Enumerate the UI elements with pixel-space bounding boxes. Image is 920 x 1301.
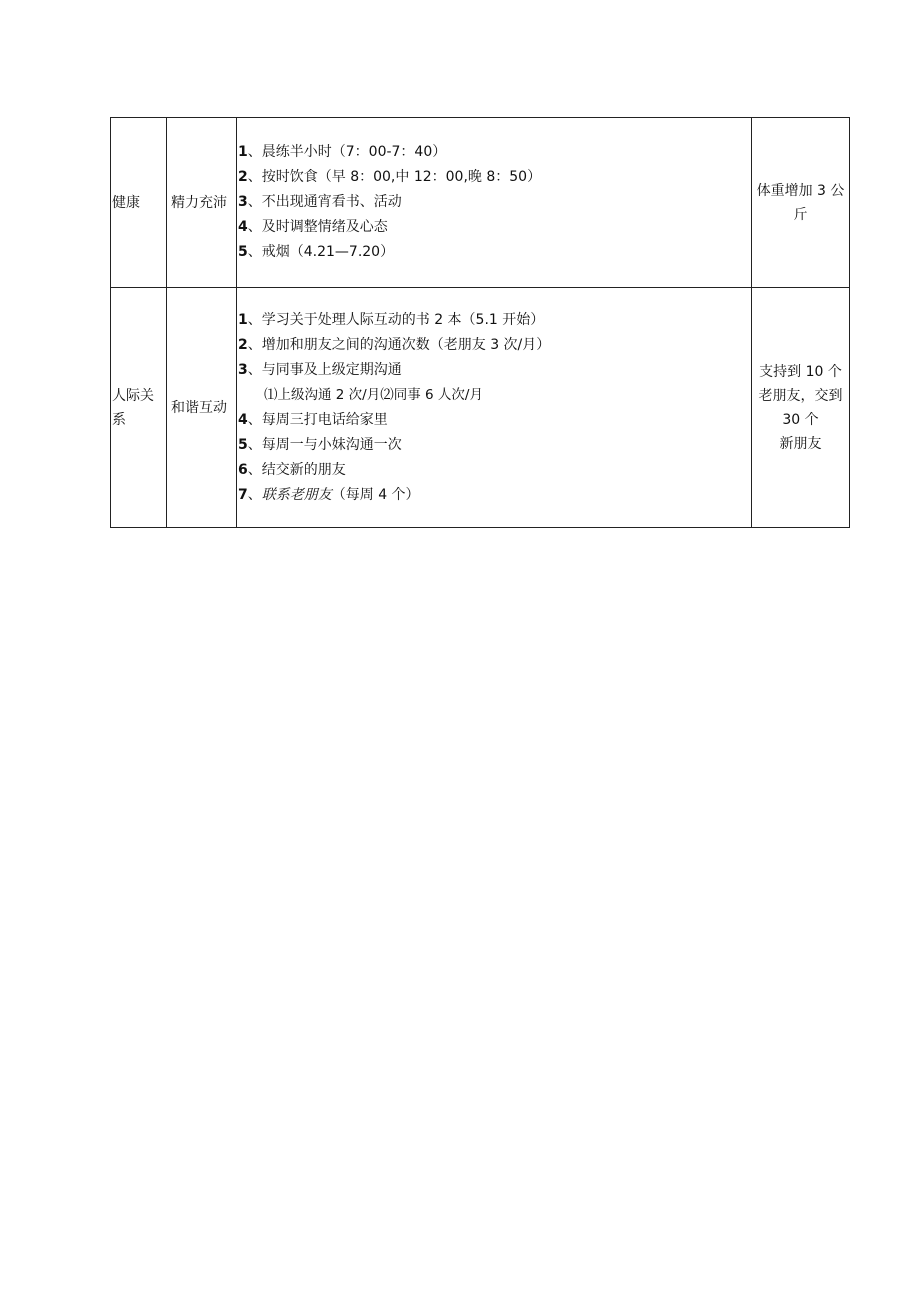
- area-cell-relations: 人际关系: [111, 288, 167, 528]
- result-line: 体重增加 3 公: [756, 182, 845, 199]
- task-item: 7、联系老朋友（每周 4 个）: [238, 486, 420, 503]
- table-row-health: [111, 118, 850, 288]
- result-line: 老朋友，交到: [758, 387, 843, 404]
- task-subitem: ⑴上级沟通 2 次/月⑵同事 6 人次/月: [264, 386, 483, 403]
- table-row-relations: [111, 288, 850, 528]
- result-cell-relations: [752, 288, 850, 528]
- result-cell-health: [752, 118, 850, 288]
- result-line: 新朋友: [779, 435, 822, 452]
- result-line: 30 个: [782, 411, 819, 428]
- goal-cell-relations: 和谐互动: [167, 288, 237, 528]
- task-item: 1、学习关于处理人际互动的书 2 本（5.1 开始）: [238, 311, 545, 328]
- task-item: 3、与同事及上级定期沟通: [238, 361, 402, 378]
- area-cell-health: 健康: [111, 118, 167, 288]
- plan-table: [110, 117, 850, 528]
- task-item: 2、增加和朋友之间的沟通次数（老朋友 3 次/月）: [238, 336, 551, 353]
- result-line: 斤: [793, 206, 808, 223]
- tasks-cell-health: [237, 118, 752, 288]
- result-line: 支持到 10 个: [759, 363, 842, 380]
- task-item: 4、每周三打电话给家里: [238, 411, 388, 428]
- task-item: 5、戒烟（4.21—7.20）: [238, 244, 395, 260]
- task-item: 5、每周一与小妹沟通一次: [238, 436, 402, 453]
- task-item: 2、按时饮食（早 8：00,中 12：00,晚 8：50）: [238, 169, 542, 185]
- goal-cell-health: 精力充沛: [167, 118, 237, 288]
- task-item: 3、不出现通宵看书、活动: [238, 194, 402, 210]
- task-item: 1、晨练半小时（7：00-7：40）: [238, 144, 447, 160]
- task-item: 6、结交新的朋友: [238, 461, 346, 478]
- task-item: 4、及时调整情绪及心态: [238, 219, 388, 235]
- tasks-cell-relations: [237, 288, 752, 528]
